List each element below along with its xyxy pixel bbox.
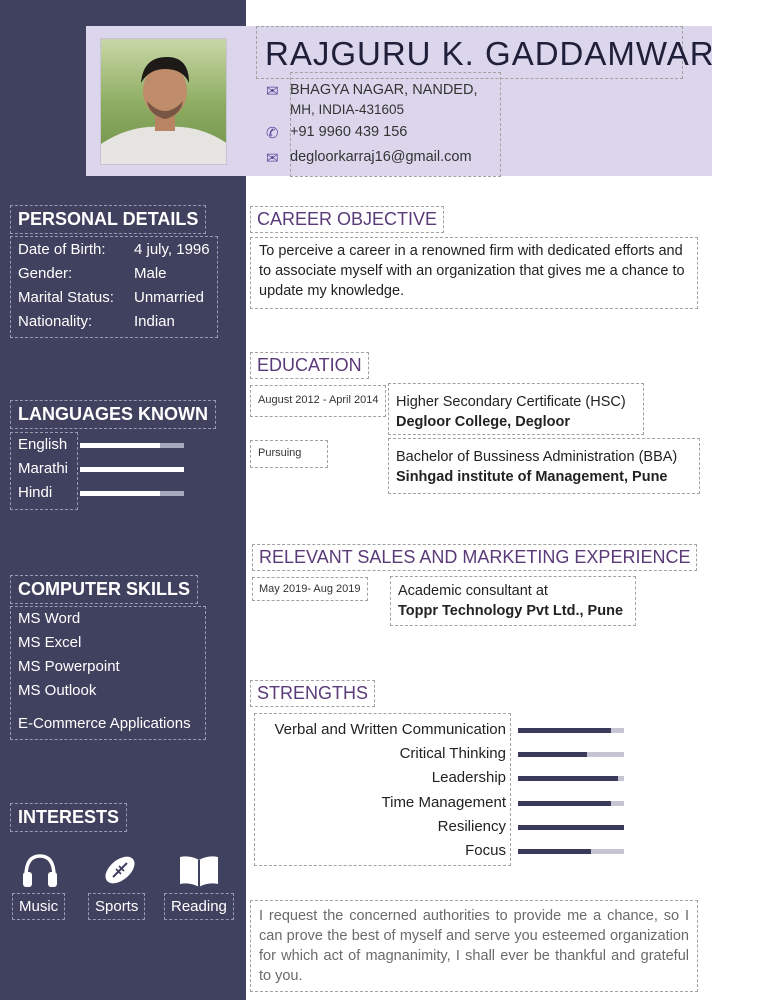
skill-ms-word: MS Word (18, 610, 81, 627)
education-institution-2: Sinhgad institute of Management, Pune (396, 469, 668, 485)
strength-label: Resiliency (437, 818, 506, 835)
nationality-label: Nationality: (18, 313, 93, 330)
language-bar-english (80, 443, 184, 448)
education-degree-1: Higher Secondary Certificate (HSC) (396, 394, 626, 410)
strength-label: Time Management (381, 794, 506, 811)
language-bar-marathi (80, 467, 184, 472)
gender-label: Gender: (18, 265, 73, 282)
phone-icon: ✆ (266, 125, 279, 142)
language-english: English (18, 436, 68, 453)
interest-reading: Reading (164, 893, 234, 920)
experience-title: RELEVANT SALES AND MARKETING EXPERIENCE (252, 544, 697, 571)
email-address: degloorkarraj16@gmail.com (290, 149, 472, 165)
profile-photo (100, 38, 227, 165)
book-icon (176, 852, 222, 890)
personal-details-title: PERSONAL DETAILS (10, 205, 206, 234)
strength-bar (518, 776, 624, 781)
address-line-1: BHAGYA NAGAR, NANDED, (290, 82, 478, 98)
interest-music: Music (12, 893, 65, 920)
dob-label: Date of Birth: (18, 241, 106, 258)
strengths-box (254, 713, 511, 866)
strength-bar (518, 801, 624, 806)
address (266, 82, 477, 120)
headphones-icon (20, 850, 60, 890)
education-institution-1: Degloor College, Degloor (396, 414, 571, 430)
education-period-2: Pursuing (250, 440, 328, 468)
education-period-1: August 2012 - April 2014 (250, 385, 386, 417)
strength-label: Verbal and Written Communication (274, 721, 506, 738)
strength-bar (518, 849, 624, 854)
skill-ms-powerpoint: MS Powerpoint (18, 658, 120, 675)
experience-period: May 2019- Aug 2019 (252, 577, 368, 601)
computer-skills-title: COMPUTER SKILLS (10, 575, 198, 604)
skill-ms-outlook: MS Outlook (18, 682, 97, 699)
language-hindi: Hindi (18, 484, 53, 501)
career-objective-title: CAREER OBJECTIVE (250, 206, 444, 233)
language-marathi: Marathi (18, 460, 69, 477)
strength-bar (518, 752, 624, 757)
language-bar-hindi (80, 491, 184, 496)
nationality-value: Indian (134, 313, 175, 330)
gender-value: Male (134, 265, 167, 282)
experience-role: Academic consultant at (398, 583, 548, 599)
mail-icon: ✉ (266, 150, 279, 167)
full-name: RAJGURU K. GADDAMWAR (256, 26, 683, 79)
skill-ms-excel: MS Excel (18, 634, 82, 651)
strength-bar (518, 728, 624, 733)
career-objective-text: To perceive a career in a renowned firm with dedicated efforts and to associate myself with an organization that gives me a chance to update my knowledge. (250, 237, 698, 309)
strengths-title: STRENGTHS (250, 680, 375, 707)
interests-title: INTERESTS (10, 803, 127, 832)
email (266, 149, 472, 167)
skill-ecommerce: E-Commerce Applications (18, 715, 191, 732)
marital-label: Marital Status: (18, 289, 114, 306)
strength-label: Leadership (431, 769, 506, 786)
dob-value: 4 july, 1996 (134, 241, 210, 258)
experience-company: Toppr Technology Pvt Ltd., Pune (398, 603, 624, 619)
address-line-2: MH, INDIA-431605 (290, 102, 405, 117)
interest-sports: Sports (88, 893, 145, 920)
strength-bar (518, 825, 624, 830)
marital-value: Unmarried (134, 289, 205, 306)
strength-label: Critical Thinking (399, 745, 506, 762)
declaration-text: I request the concerned authorities to provide me a chance, so I can prove the best of myself and serve you esteemed organization for which act of magnanimity, I shall ever be thankful and grateful to you. (250, 900, 698, 992)
strength-label: Focus (465, 842, 506, 859)
languages-title: LANGUAGES KNOWN (10, 400, 216, 429)
phone-number: +91 9960 439 156 (290, 124, 408, 140)
envelope-icon: ✉ (266, 83, 279, 100)
phone (266, 124, 407, 142)
football-icon (100, 850, 140, 890)
education-title: EDUCATION (250, 352, 369, 379)
education-degree-2: Bachelor of Bussiness Administration (BBA) (396, 449, 678, 465)
